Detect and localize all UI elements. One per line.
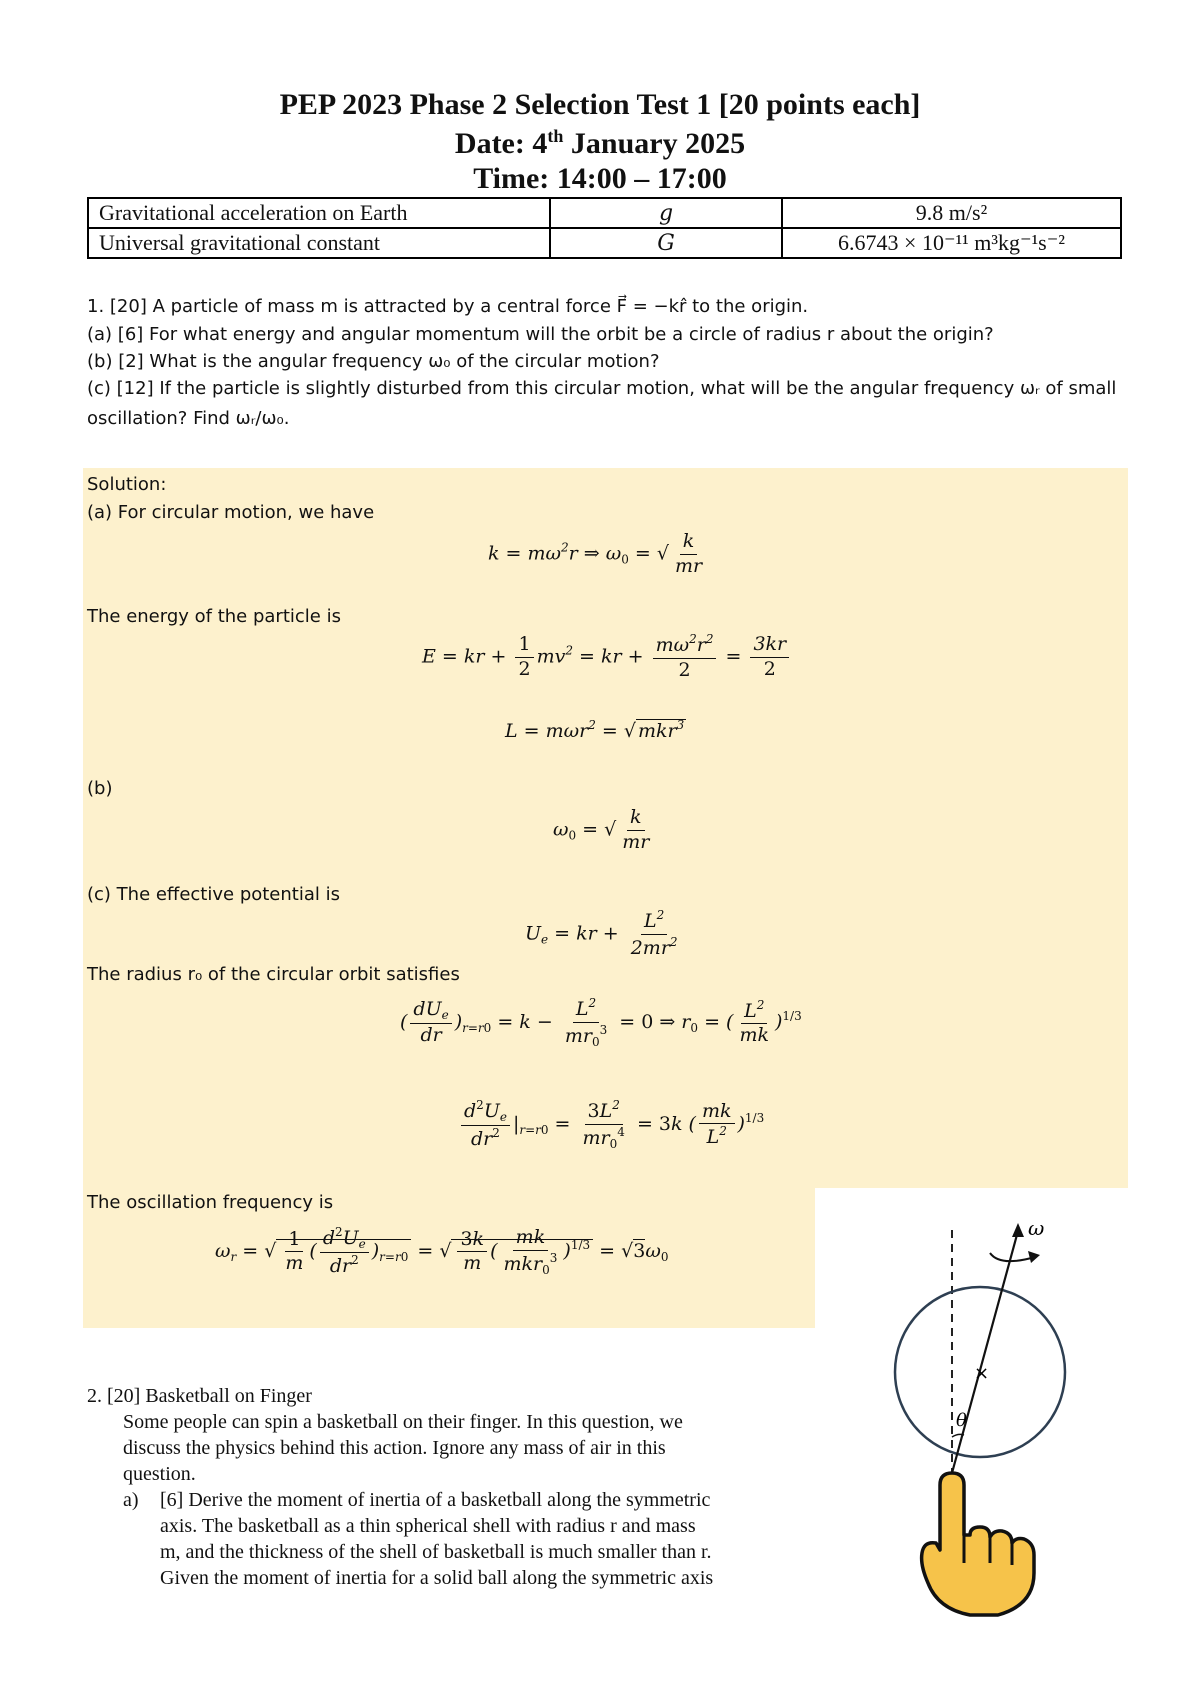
q2-part-a-line-2: axis. The basketball as a thin spherical shell with radius r and mass xyxy=(160,1515,696,1537)
q1-part-a: (a) [6] For what energy and angular momentum will the orbit be a circle of radius r about the origin? xyxy=(87,324,994,345)
constant-symbol: G xyxy=(550,228,782,258)
date-suffix: January 2025 xyxy=(563,127,746,160)
equation-effective-potential: $U_e$ = kr + $\frac{L^2}{2mr^2}$ xyxy=(525,908,678,959)
equation-circular-motion: $k = m\omega^2r$ ⇒ $\omega_0$ = √ $\frac{k}{mr}$ xyxy=(488,530,703,577)
rotation-axis xyxy=(952,1231,1018,1473)
q1-part-c-cont: oscillation? Find ωᵣ/ω₀. xyxy=(87,408,290,429)
constant-value: 9.8 m/s² xyxy=(782,198,1121,228)
q1-part-c: (c) [12] If the particle is slightly disturbed from this circular motion, what will be the angular frequency ωᵣ of small xyxy=(87,378,1117,399)
pointing-hand-icon xyxy=(922,1473,1034,1615)
equation-oscillation-frequency: $\omega_r$ = √ $\frac{1}{m}$ ( $\frac{d^2U_e}{dr^2}$ )$_{r=r0}$ = √ $\frac{3k}{m}$ ( $\frac{mk}{mkr_0^3}$ )$^{1/3} = √3\omega_0$ xyxy=(215,1225,669,1277)
constants-table xyxy=(87,197,1122,259)
page-title: PEP 2023 Phase 2 Selection Test 1 [20 points each] xyxy=(279,88,921,121)
q2-part-a-line-3: m, and the thickness of the shell of basketball is much smaller than r. xyxy=(160,1541,712,1563)
equation-energy: E = kr + $\frac{1}{2}$ $mv^2$ = kr + $\frac{m\omega^2r^2}{2}$ = $\frac{3kr}{2}$ xyxy=(422,632,792,683)
oscillation-intro: The oscillation frequency is xyxy=(87,1192,334,1213)
basketball-figure xyxy=(850,1205,1120,1625)
constant-name: Gravitational acceleration on Earth xyxy=(88,198,550,228)
energy-intro: The energy of the particle is xyxy=(87,606,341,627)
q2-line-1: Some people can spin a basketball on their finger. In this question, we xyxy=(123,1411,683,1433)
constant-name: Universal gravitational constant xyxy=(88,228,550,258)
q2-part-a-label: a) xyxy=(123,1489,139,1511)
solution-b-label: (b) xyxy=(87,778,113,799)
equation-second-derivative: $\frac{d^2U_e}{dr^2}$ $|_{r=r0}$ = $\frac{3L^2}{mr_0^4}$ = 3k ( $\frac{mk}{L^2}$ )$^{1/3}$ xyxy=(458,1098,764,1152)
constant-value: 6.6743 × 10⁻¹¹ m³kg⁻¹s⁻² xyxy=(782,228,1121,258)
theta-label: θ xyxy=(956,1410,967,1431)
equation-angular-momentum: L = mωr$^2$ = √ mkr$^3$ xyxy=(505,718,685,742)
equation-radius-condition: ( $\frac{dU_e}{dr}$ )$_{r=r0} = k$ − $\frac{L^2}{mr_0^3}$ = 0 ⇒ $r_0$ = ( $\frac{L^2}{mk}$ )$^{1/3}$ xyxy=(400,996,802,1049)
omega-label: ω xyxy=(1028,1216,1045,1240)
q1-part-b: (b) [2] What is the angular frequency ω₀ of the circular motion? xyxy=(87,351,660,372)
radius-intro: The radius r₀ of the circular orbit satisfies xyxy=(87,964,460,985)
date-prefix: Date: 4 xyxy=(454,127,548,160)
date-sup: th xyxy=(547,126,564,146)
solution-c-intro: (c) The effective potential is xyxy=(87,884,340,905)
q2-title: 2. [20] Basketball on Finger xyxy=(87,1385,312,1407)
table-row xyxy=(88,228,1121,258)
solution-a-intro: (a) For circular motion, we have xyxy=(87,502,375,523)
table-row xyxy=(88,198,1121,228)
exam-date xyxy=(0,126,1200,161)
constant-symbol: g xyxy=(550,198,782,228)
q1-stem: 1. [20] A particle of mass m is attracted by a central force F⃗ = −kr̂ to the origin. xyxy=(87,296,809,317)
q2-line-3: question. xyxy=(123,1463,196,1485)
q2-part-a-line-4: Given the moment of inertia for a solid ball along the symmetric axis xyxy=(160,1567,714,1589)
q2-part-a-line-1: [6] Derive the moment of inertia of a basketball along the symmetric xyxy=(160,1489,711,1511)
equation-omega0: $\omega_0$ = √ $\frac{k}{mr}$ xyxy=(553,806,650,853)
rotation-arrowhead-icon xyxy=(1028,1251,1040,1263)
exam-time: Time: 14:00 – 17:00 xyxy=(473,162,727,195)
q2-line-2: discuss the physics behind this action. Ignore any mass of air in this xyxy=(123,1437,666,1459)
solution-label: Solution: xyxy=(87,474,167,495)
center-cross-icon: × xyxy=(974,1363,990,1384)
axis-arrowhead xyxy=(1012,1223,1024,1237)
